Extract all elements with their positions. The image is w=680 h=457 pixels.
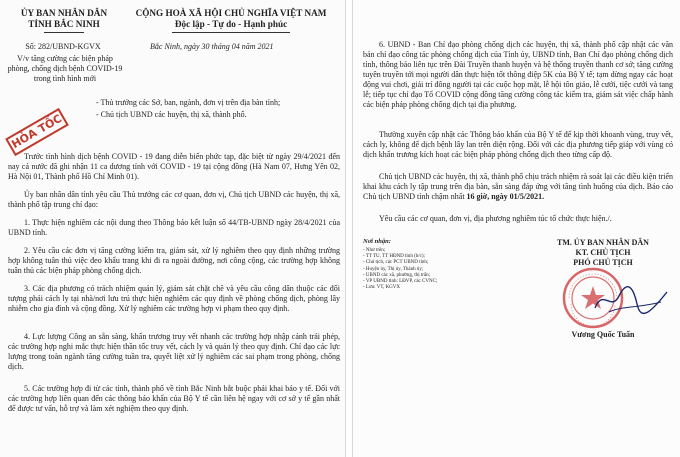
recipient-2: - Chủ tịch UBND các huyện, thị xã, thành phố.	[96, 110, 247, 119]
motto-underline	[172, 32, 290, 33]
signature-block	[533, 238, 673, 268]
item-6: 6. UBND - Ban Chỉ đạo phòng chống dịch các huyện, thị xã, thành phố cập nhật các văn bản chỉ đạo công tác phòng chống dịch của Tỉnh ủy, UBND tỉnh, Ban Chỉ đạo phòng chống dịch tỉnh, thông báo liên tục trên Đài Truyền thanh huyện và hệ thống truyền thanh cơ sở; tăng cường tuyên truyền tới mọi người dân thực hiện tốt thông điệp 5K của Bộ Y tế; tạm dừng ngay các hoạt động vui chơi, giải trí đông người tại các cuộc họp mặt, lễ hội tôn giáo, lễ cưới, tiệc cưới và tang lễ; tiếp tục chỉ đạo Tổ COVID cộng đồng tăng cường công tác kiểm tra, giám sát việc chấp hành các biện pháp phòng chống dịch tại địa phương.	[363, 40, 673, 109]
recipient-item: - TT TU, TT HĐND tỉnh (b/c);	[363, 254, 425, 260]
para-update: Thường xuyên cập nhật các Thông báo khẩn của Bộ Y tế để kịp thời khoanh vùng, truy vết, cách ly, không để dịch bệnh lây lan trên diện rộng. Đối với các địa phương tiếp giáp với vùng có dịch khẩn trương kích hoạt các biện pháp phòng chống dịch theo từng cấp độ.	[363, 130, 673, 159]
item-2: 2. Yêu cầu các đơn vị tăng cường kiểm tra, giám sát, xử lý nghiêm theo quy định những trường hợp không tuân thủ việc đeo khẩu trang khi đi ra ngoài đường, nơi công cộng, các trường hợp không tuân thủ các biện pháp phòng chống dịch.	[8, 246, 340, 275]
recipient-item: - Như trên;	[363, 248, 386, 253]
sign-line1: TM. ỦY BAN NHÂN DÂN	[557, 238, 649, 247]
handwritten-signature	[591, 282, 671, 318]
recipients-list	[363, 238, 475, 291]
report-text: Chủ tịch UBND các huyện, thị xã, thành phố chịu trách nhiệm rà soát lại các điều kiện triển khai khu cách ly tập trung trên địa bàn, sẵn sàng đáp ứng với tăng tình huống của dịch. Báo cáo Chủ tịch UBND tỉnh chậm nhất	[363, 172, 673, 201]
agency-underline	[44, 32, 84, 33]
recipient-item: - VP UBND tỉnh: LĐVP, các CVNC;	[363, 279, 438, 285]
item-3: 3. Các địa phương có trách nhiệm quản lý, giám sát chặt chẽ và yêu cầu công dân thuộc các đối tượng phải cách ly tại nhà/nơi lưu trú thực hiện nghiêm các quy định về phòng chống dịch, phòng lây nhiễm cho gia đình và cộng đồng. Xử lý nghiêm các trường hợp vi phạm theo quy định.	[8, 284, 340, 313]
recipients-heading: Nơi nhận:	[363, 238, 391, 245]
item-4: 4. Lực lượng Công an sẵn sàng, khẩn trương truy vết nhanh các trường hợp nhập cảnh trái phép, các trường hợp nghi mắc thực hiện thần tốc truy vết, cách ly và quản lý theo quy định. Chỉ đạo các lực lượng trong toàn ngành tăng cường tuần tra, quyết liệt xử lý nghiêm các sai phạm trong phòng, chống dịch.	[8, 332, 340, 371]
doc-subject: V/v tăng cường các biện pháp phòng, chống dịch bệnh COVID-19 trong tình hình mới	[7, 54, 123, 83]
document-page-2	[352, 0, 680, 457]
para-request: Ủy ban nhân dân tỉnh yêu cầu Thủ trưởng các cơ quan, đơn vị, Chủ tịch UBND các huyện, thị xã, thành phố tập trung chỉ đạo:	[8, 190, 340, 209]
item-1: 1. Thực hiện nghiêm các nội dung theo Thông báo kết luận số 44/TB-UBND ngày 28/4/2021 của UBND tỉnh.	[8, 218, 340, 237]
place-date: Bắc Ninh, ngày 30 tháng 04 năm 2021	[150, 42, 274, 51]
nation-line2: Độc lập - Tự do - Hạnh phúc	[174, 19, 288, 29]
para-intro: Trước tình hình dịch bệnh COVID - 19 đang diễn biến phức tạp, đặc biệt từ ngày 29/4/2021 đến nay cả nước đã ghi nhận 11 ca dương tính với COVID - 19 tại cộng đồng (Hà Nam 07, Hưng Yên 02, Hà Nội 01, Thành phố Hồ Chí Minh 01).	[8, 152, 340, 181]
sign-line2: KT. CHỦ TỊCH	[575, 248, 631, 257]
para-close: Yêu cầu các cơ quan, đơn vị, địa phương nghiêm túc tổ chức thực hiện./.	[379, 214, 612, 223]
national-motto	[120, 8, 342, 30]
nation-line1: CỘNG HOÀ XÃ HỘI CHỦ NGHĨA VIỆT NAM	[135, 8, 327, 18]
recipients-block	[96, 98, 342, 120]
urgent-stamp-text: HỎA TỐC	[9, 111, 65, 152]
sign-line3: PHÓ CHỦ TỊCH	[573, 258, 633, 267]
signer-name: Vương Quốc Tuấn	[571, 330, 635, 339]
urgent-stamp	[5, 108, 69, 156]
recipient-item: - Lưu: VT, KGVX	[363, 285, 400, 291]
doc-number: Số: 282/UBND-KGVX	[25, 42, 101, 51]
report-deadline: 16 giờ, ngày 01/5/2021.	[466, 192, 545, 201]
recipient-item: - Huyện ủy, Thị ủy, Thành ủy;	[363, 266, 424, 272]
recipient-1: - Thủ trưởng các Sở, ban, ngành, đơn vị trên địa bàn tỉnh;	[96, 98, 281, 107]
recipient-item: - Chủ tịch, các PCT UBND tỉnh;	[363, 260, 429, 266]
recipient-item: - UBND các xã, phường, thị trấn;	[363, 272, 431, 278]
agency-line1: ỦY BAN NHÂN DÂN	[20, 8, 108, 18]
signature-graphic	[591, 282, 671, 318]
agency-line2: TỈNH BẮC NINH	[28, 19, 100, 29]
agency-name	[10, 8, 118, 30]
para-report	[363, 172, 673, 202]
item-5: 5. Các trường hợp đi từ các tỉnh, thành phố về tỉnh Bắc Ninh bắt buộc phải khai báo y tế. Đối với các trường hợp liên quan đến các thông báo khẩn của Bộ Y tế cần liên hệ ngay với cơ sở y tế gần nhất để được tư vấn, hỗ trợ và làm xét nghiệm theo quy định.	[8, 384, 340, 413]
